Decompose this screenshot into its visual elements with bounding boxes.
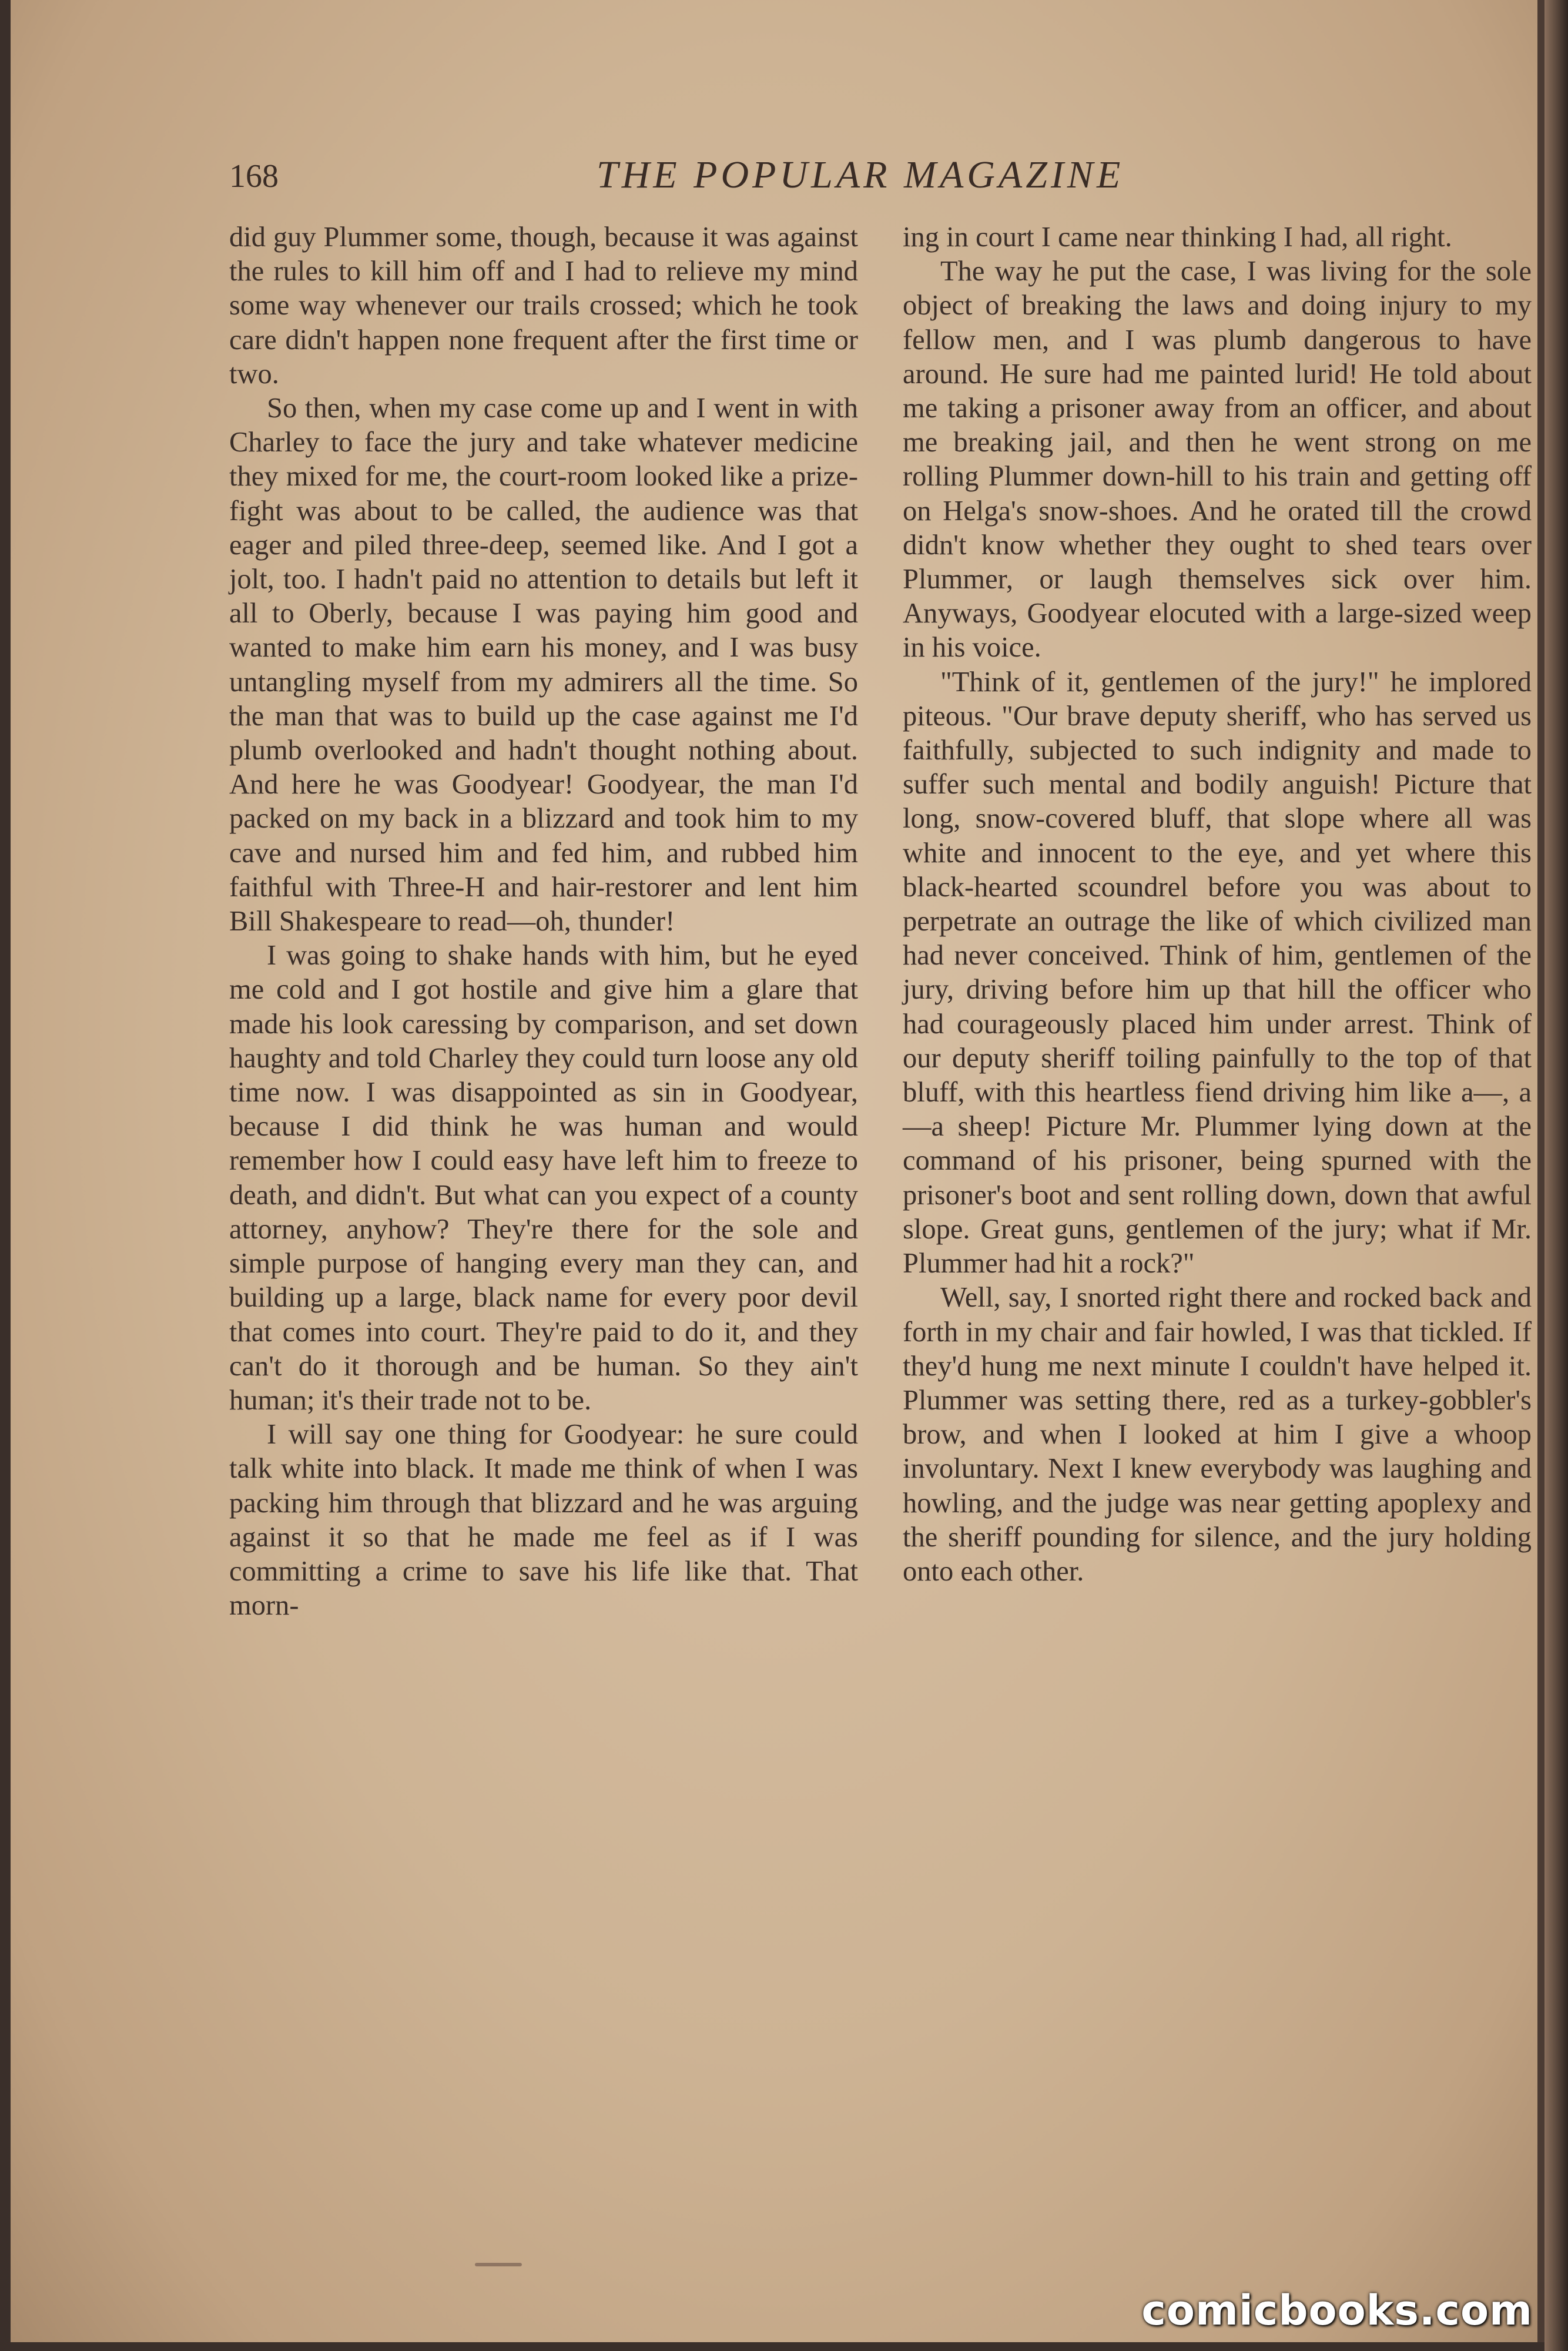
paragraph: Well, say, I snorted right there and rocked back and forth in my chair and fair howled, I was that tickled. If they'd hung me next minute I couldn't have helped it. Plummer was setting there, red as a turkey-gobbler's brow, and when I looked at him I give a whoop involuntary. Next I knew everybody was laughing and howling, and the judge was near getting apoplexy and the sheriff pounding for silence, and the jury holding onto each other. — [903, 1282, 1532, 1587]
paragraph: I was going to shake hands with him, but he eyed me cold and I got hostile and give him a glare that made his look caressing by comparison, and set down haughty and told Charley they could turn loose any old time now. I was disappointed as sin in Goodyear, because I did think he was human and would remember how I could easy have left him to freeze to death, and didn't. But what can you expect of a county attorney, anyhow? They're there for the sole and simple purpose of hanging every man they can, and building up a large, black name for every poor devil that comes into court. They're paid to do it, and they can't do it thorough and be human. So they ain't human; it's their trade not to be. — [229, 940, 858, 1416]
printer-mark — [475, 2263, 522, 2266]
paragraph: I will say one thing for Goodyear: he sure could talk white into black. It made me think of when I was packing him through that blizzard and he was arguing against it so that he made me feel as if I was committing a crime to save his life like that. That morn- — [229, 1419, 858, 1622]
site-watermark: comicbooks.com — [1141, 2286, 1533, 2335]
left-column — [229, 220, 858, 1623]
page-header — [229, 153, 1305, 206]
magazine-page — [11, 0, 1546, 2342]
book-spine-shadow — [1544, 0, 1568, 2351]
paragraph: did guy Plummer some, though, because it was against the rules to kill him off and I had to relieve my mind some way whenever our trails crossed; which he took care didn't happen none frequent after the first time or two. — [229, 222, 858, 390]
paragraph: ing in court I came near thinking I had, all right. — [903, 222, 1452, 253]
paragraph: "Think of it, gentlemen of the jury!" he implored piteous. "Our brave deputy sheriff, who has served us faithfully, subjected to such indignity and made to suffer such mental and bodily anguish! Picture that long, snow-covered bluff, that slope where all was white and innocent to the eye, and yet where this black-hearted scoundrel before you was about to perpetrate an outrage the like of which civilized man had never conceived. Think of him, gentlemen of the jury, driving before him up that hill the officer who had courageously placed him under arrest. Think of our deputy sheriff toiling painfully to the top of that bluff, with this heartless fiend driving him like a—, a—a sheep! Picture Mr. Plummer lying down at the command of his prisoner, being spurned with the prisoner's boot and sent rolling down, down that awful slope. Great guns, gentlemen of the jury; what if Mr. Plummer had hit a rock?" — [903, 666, 1532, 1280]
paragraph: So then, when my case come up and I went in with Charley to face the jury and take whatever medicine they mixed for me, the court-room looked like a prize-fight was about to be called, the audience was that eager and piled three-deep, seemed like. And I got a jolt, too. I hadn't paid no attention to details but left it all to Oberly, because I was paying him good and wanted to make him earn his money, and I was busy untangling myself from my admirers all the time. So the man that was to build up the case against me I'd plumb overlooked and hadn't thought nothing about. And here he was Goodyear! Goodyear, the man I'd packed on my back in a blizzard and took him to my cave and nursed him and fed him, and rubbed him faithful with Three-H and hair-restorer and lent him Bill Shakespeare to read—oh, thunder! — [229, 393, 858, 937]
paragraph: The way he put the case, I was living for the sole object of breaking the laws and doing injury to my fellow men, and I was plumb dangerous to have around. He sure had me painted lurid! He told about me taking a prisoner away from an officer, and about me breaking jail, and then he went strong on me rolling Plummer down-hill to his train and getting off on Helga's snow-shoes. And he orated till the crowd didn't know whether they ought to shed tears over Plummer, or laugh themselves sick over him. Anyways, Goodyear elocuted with a large-sized weep in his voice. — [903, 256, 1532, 664]
page-number: 168 — [229, 158, 279, 195]
right-column — [903, 220, 1532, 1589]
running-title: THE POPULAR MAGAZINE — [597, 153, 1124, 196]
